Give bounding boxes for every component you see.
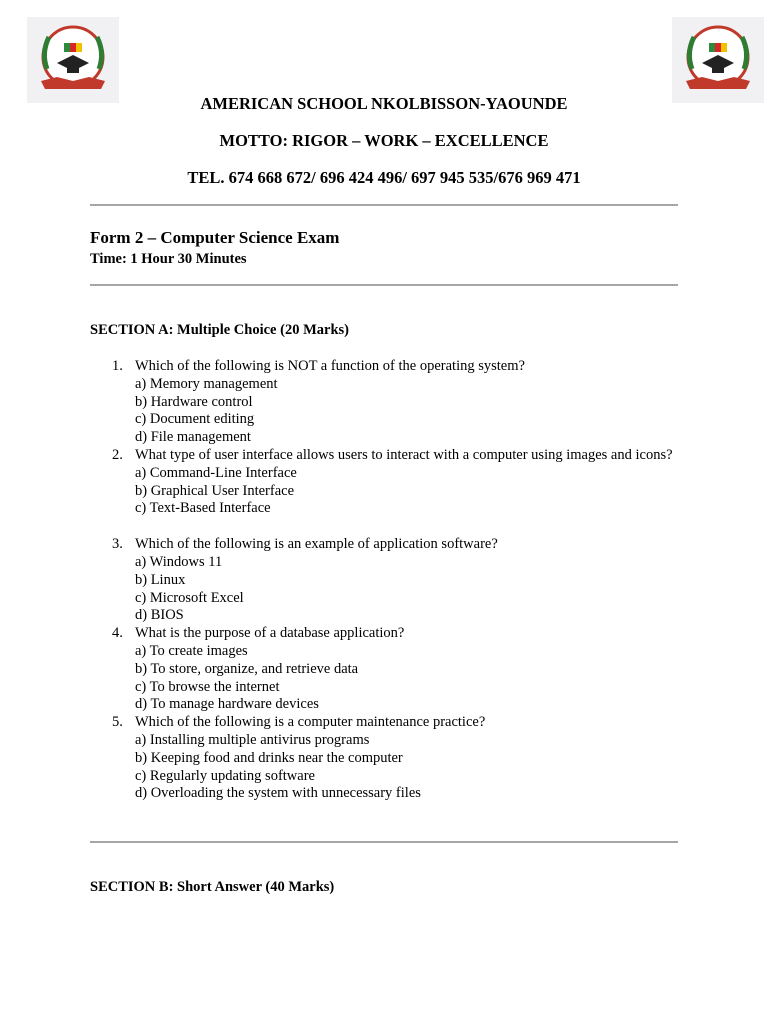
answer-option: d) BIOS xyxy=(135,607,184,624)
question-item xyxy=(90,447,680,518)
question-list xyxy=(90,358,680,803)
question-text: What type of user interface allows users to interact with a computer using images and icons? xyxy=(135,446,673,463)
answer-option: b) Linux xyxy=(135,571,186,588)
answer-option: c) Document editing xyxy=(135,411,255,428)
school-crest-left xyxy=(27,17,119,103)
answer-option: c) Text-Based Interface xyxy=(135,500,271,517)
question-item xyxy=(90,536,680,625)
question-number: 4. xyxy=(112,625,123,642)
answer-option: d) Overloading the system with unnecessary files xyxy=(135,785,421,802)
answer-option: a) To create images xyxy=(135,642,248,659)
answer-option: a) Windows 11 xyxy=(135,553,223,570)
question-number: 1. xyxy=(112,358,123,374)
answer-option: c) Microsoft Excel xyxy=(135,589,244,606)
answer-option: a) Command-Line Interface xyxy=(135,464,297,481)
answer-option: b) Keeping food and drinks near the computer xyxy=(135,749,403,766)
divider xyxy=(90,841,678,843)
school-crest-icon xyxy=(672,17,764,103)
section-b-heading: SECTION B: Short Answer (40 Marks) xyxy=(90,879,335,895)
question-text: Which of the following is a computer maintenance practice? xyxy=(135,714,486,731)
answer-option: c) Regularly updating software xyxy=(135,767,315,784)
question-number: 5. xyxy=(112,714,123,731)
exam-duration: Time: 1 Hour 30 Minutes xyxy=(90,251,247,267)
answer-option: d) To manage hardware devices xyxy=(135,696,319,713)
section-a-heading: SECTION A: Multiple Choice (20 Marks) xyxy=(90,322,349,338)
question-item xyxy=(90,714,680,803)
answer-option: c) To browse the internet xyxy=(135,678,280,695)
question-item xyxy=(90,358,680,447)
divider xyxy=(90,204,678,206)
divider xyxy=(90,284,678,286)
answer-option: b) Graphical User Interface xyxy=(135,482,295,499)
answer-option: a) Installing multiple antivirus programs xyxy=(135,731,370,748)
question-number: 3. xyxy=(112,536,123,553)
school-telephone: TEL. 674 668 672/ 696 424 496/ 697 945 535/676 969 471 xyxy=(187,168,581,187)
question-number: 2. xyxy=(112,446,123,463)
school-name: AMERICAN SCHOOL NKOLBISSON-YAOUNDE xyxy=(200,94,568,113)
answer-option: d) File management xyxy=(135,429,251,446)
question-text: Which of the following is NOT a function of the operating system? xyxy=(135,358,525,374)
question-item xyxy=(90,625,680,714)
school-crest-right xyxy=(672,17,764,103)
school-crest-icon xyxy=(27,17,119,103)
question-text: Which of the following is an example of application software? xyxy=(135,536,498,553)
exam-title: Form 2 – Computer Science Exam xyxy=(90,228,340,247)
answer-option: b) To store, organize, and retrieve data xyxy=(135,660,359,677)
school-motto: MOTTO: RIGOR – WORK – EXCELLENCE xyxy=(219,131,549,150)
question-text: What is the purpose of a database application? xyxy=(135,625,405,642)
answer-option: a) Memory management xyxy=(135,375,278,392)
answer-option: b) Hardware control xyxy=(135,393,253,410)
